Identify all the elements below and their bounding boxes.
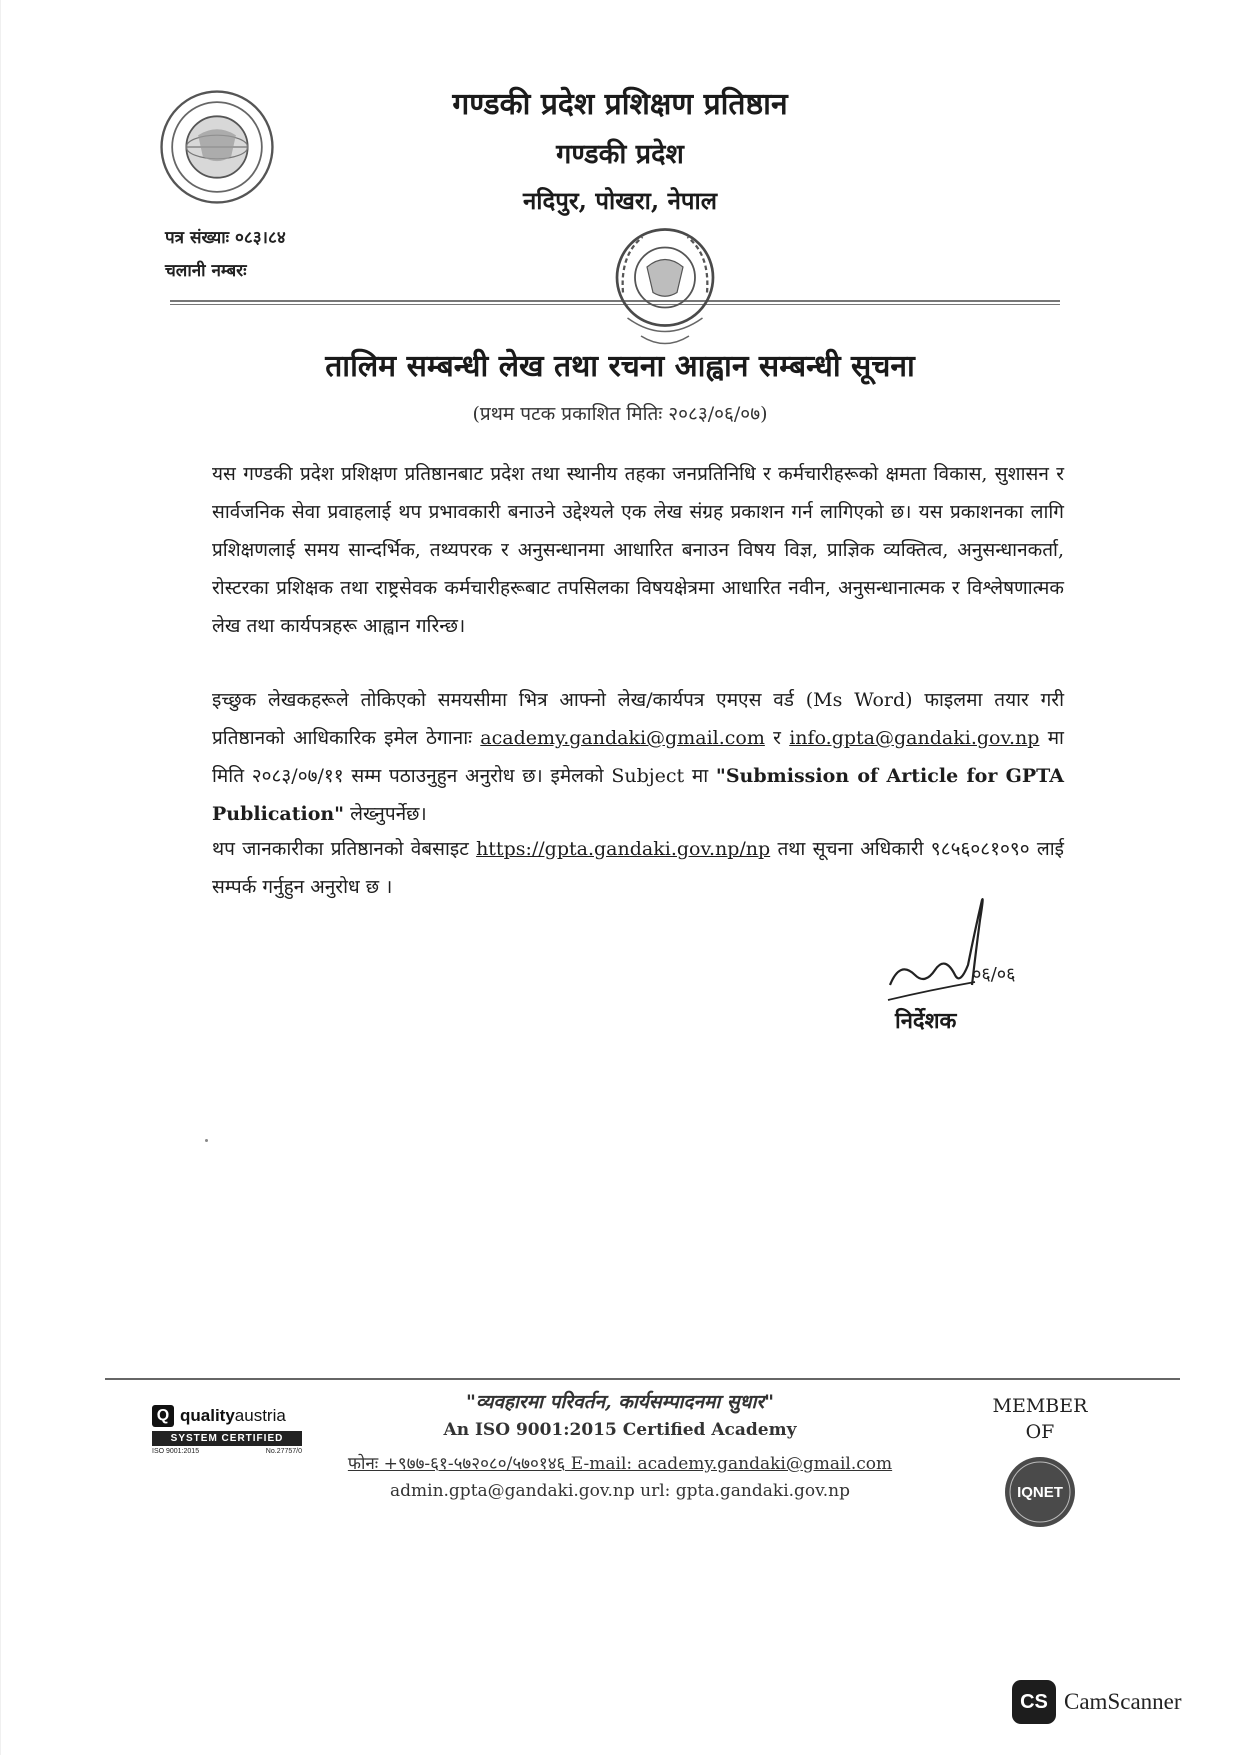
paragraph-3-text-b: तथा सूचना अधिकारी ९८५६०८१०९० लाई सम्पर्क गर्नुहुन अनुरोध छ । xyxy=(212,838,1064,898)
email-link-info[interactable]: info.gpta@gandaki.gov.np xyxy=(789,727,1040,749)
email-link-academy[interactable]: academy.gandaki@gmail.com xyxy=(480,727,765,749)
paragraph-2-text-d: लेख्नुपर्नेछ। xyxy=(350,803,427,825)
footer-divider xyxy=(105,1378,1180,1380)
qa-brand-light: austria xyxy=(234,1406,286,1425)
qa-system-certified: SYSTEM CERTIFIED xyxy=(152,1431,302,1446)
notice-title: तालिम सम्बन्धी लेख तथा रचना आह्वान सम्बन्धी सूचना xyxy=(325,349,915,384)
iqnet-logo-icon xyxy=(1003,1455,1077,1529)
footer-iso-certification: An ISO 9001:2015 Certified Academy xyxy=(443,1420,797,1440)
footer-contact-admin-url: admin.gpta@gandaki.gov.np url: gpta.gandaki.gov.np xyxy=(390,1481,850,1501)
footer-contact-phone-email: फोनः +९७७-६१-५७२०८०/५७०१४६ E-mail: academy.gandaki@gmail.com xyxy=(347,1454,893,1474)
notice-publish-date: (प्रथम पटक प्रकाशित मितिः २०८३/०६/०७) xyxy=(472,403,768,425)
quality-austria-badge xyxy=(152,1405,302,1455)
footer-motto: "व्यवहारमा परिवर्तन, कार्यसम्पादनमा सुधार" xyxy=(465,1391,775,1413)
notice-paragraph-2 xyxy=(212,681,1064,833)
scan-speck xyxy=(205,1139,208,1142)
qa-brand-bold: quality xyxy=(180,1406,235,1425)
notice-paragraph-1: यस गण्डकी प्रदेश प्रशिक्षण प्रतिष्ठानबाट प्रदेश तथा स्थानीय तहका जनप्रतिनिधि र कर्मचारीहरूको क्षमता विकास, सुशासन र सार्वजनिक सेवा प्रवाहलाई थप प्रभावकारी बनाउने उद्देश्यले एक लेख संग्रह प्रकाशन गर्न लागिएको छ। यस प्रकाशनका लागि प्रशिक्षणलाई समय सान्दर्भिक, तथ्यपरक र अनुसन्धानमा आधारित बनाउन विषय विज्ञ, प्राज्ञिक व्यक्तित्व, अनुसन्धानकर्ता, रोस्टरका प्रशिक्षक तथा राष्ट्रसेवक कर्मचारीहरूबाट तपसिलका विषयक्षेत्रमा आधारित नवीन, अनुसन्धानात्मक र विश्लेषणात्मक लेख तथा कार्यपत्रहरू आह्वान गरिन्छ। xyxy=(212,463,1064,637)
signature-date: ०६/०६ xyxy=(972,964,1016,985)
signature-icon xyxy=(880,890,1016,1020)
official-stamp-icon xyxy=(590,210,740,360)
quality-austria-icon: Q xyxy=(152,1405,174,1427)
letter-number: पत्र संख्याः ०८३।८४ xyxy=(165,228,286,248)
paragraph-2-text-c: मा मिति २०८३/०७/११ सम्म पठाउनुहुन अनुरोध छ। इमेलको Subject मा xyxy=(212,727,1064,787)
website-link[interactable]: https://gpta.gandaki.gov.np/np xyxy=(476,838,771,860)
member-of-label: OF xyxy=(1025,1421,1055,1443)
email-subject-line: "Submission of Article for GPTA Publication" xyxy=(212,765,1064,825)
dispatch-number: चलानी नम्बरः xyxy=(165,261,247,281)
camscanner-logo-icon: CS xyxy=(1012,1680,1056,1724)
camscanner-watermark xyxy=(1012,1680,1182,1724)
paragraph-2-text-a: इच्छुक लेखकहरूले तोकिएको समयसीमा भित्र आफ्नो लेख/कार्यपत्र एमएस वर्ड (Ms Word) फाइलमा तयार गरी प्रतिष्ठानको आधिकारिक इमेल ठेगानाः xyxy=(212,689,1064,749)
province-name: गण्डकी प्रदेश xyxy=(556,139,684,170)
signatory-designation: निर्देशक xyxy=(895,1008,957,1034)
organization-name: गण्डकी प्रदेश प्रशिक्षण प्रतिष्ठान xyxy=(452,87,788,122)
paragraph-3-text-a: थप जानकारीका प्रतिष्ठानको वेबसाइट xyxy=(212,838,469,860)
organization-address: नदिपुर, पोखरा, नेपाल xyxy=(522,186,718,215)
iqnet-text: IQNET xyxy=(1017,1484,1063,1501)
paragraph-2-text-b: र xyxy=(773,727,781,749)
member-label: MEMBER xyxy=(992,1395,1088,1417)
qa-cert-number: No.27757/0 xyxy=(265,1448,302,1455)
qa-iso-number: ISO 9001:2015 xyxy=(152,1448,200,1455)
camscanner-label: CamScanner xyxy=(1064,1689,1182,1714)
